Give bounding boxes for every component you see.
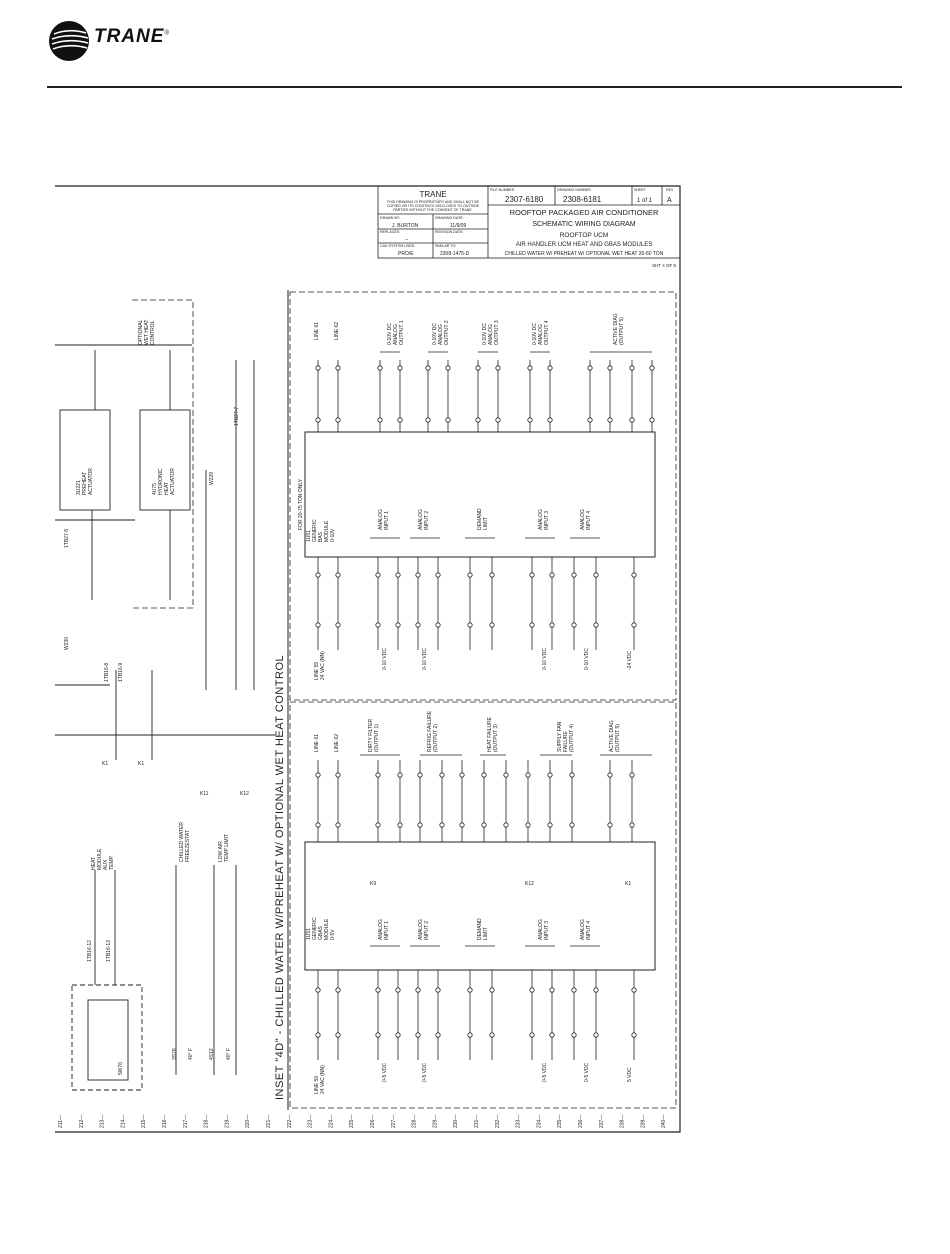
terminal-dot: [336, 366, 340, 370]
line-number: 239—: [640, 1114, 647, 1128]
terminal-dot: [436, 573, 440, 577]
terminal-dot: [632, 573, 636, 577]
tb-similar: 2308-1475-D: [440, 251, 470, 257]
svg-text:0-10 VDC: 0-10 VDC: [542, 648, 548, 670]
svg-text:INPUT 2: INPUT 2: [424, 920, 430, 940]
line-number: 223—: [307, 1114, 314, 1128]
terminal-dot: [572, 623, 576, 627]
terminal-dot: [594, 1033, 598, 1037]
terminal-dot: [490, 573, 494, 577]
terminal-dot: [436, 623, 440, 627]
svg-text:-24 VDC: -24 VDC: [627, 650, 633, 670]
line-number: 215—: [141, 1114, 148, 1128]
svg-text:0-10 VDC: 0-10 VDC: [422, 648, 428, 670]
tb-rev: A: [667, 197, 672, 204]
svg-text:ACTIVE DIAG: ACTIVE DIAG: [613, 313, 619, 345]
terminal-dot: [418, 823, 422, 827]
terminal-dot: [530, 1033, 534, 1037]
svg-text:K1: K1: [625, 881, 632, 887]
svg-text:1TB27-5: 1TB27-5: [64, 528, 70, 548]
brand-wordmark: TRANE®: [94, 26, 170, 47]
svg-text:LINE 61: LINE 61: [314, 321, 320, 340]
svg-text:GENERIC: GENERIC: [312, 519, 318, 542]
svg-text:24 VAC (NN): 24 VAC (NN): [320, 1065, 326, 1094]
terminal-dot: [570, 773, 574, 777]
left-components: [55, 345, 275, 1090]
terminal-dot: [440, 773, 444, 777]
left-component-labels: [64, 319, 631, 1075]
terminal-dot: [378, 418, 382, 422]
terminal-dot: [490, 988, 494, 992]
terminal-dot: [608, 366, 612, 370]
terminal-dot: [608, 773, 612, 777]
svg-text:(OUTPUT 4): (OUTPUT 4): [569, 724, 575, 752]
terminal-dot: [476, 366, 480, 370]
svg-text:ANALOG: ANALOG: [538, 324, 544, 345]
svg-text:K12: K12: [525, 881, 534, 887]
svg-text:(OUTPUT 5): (OUTPUT 5): [615, 724, 621, 752]
terminal-dot: [336, 1033, 340, 1037]
tb-drawn-by-label: DRAWN BY:: [380, 216, 401, 220]
line-number: 211—: [58, 1115, 64, 1128]
terminal-dot: [416, 988, 420, 992]
lower-module: [305, 842, 655, 970]
line-number: 233—: [515, 1114, 522, 1128]
line-number-column: [58, 1115, 667, 1128]
terminal-dot: [316, 623, 320, 627]
line-number: 240—: [661, 1114, 668, 1128]
svg-text:MODULE: MODULE: [324, 520, 330, 542]
lower-output-labels: [314, 710, 621, 752]
svg-text:ACTUATOR: ACTUATOR: [88, 467, 94, 495]
terminal-dot: [376, 988, 380, 992]
terminal-dot: [530, 573, 534, 577]
svg-text:0-10 VDC: 0-10 VDC: [584, 648, 590, 670]
svg-text:LINE 61: LINE 61: [314, 733, 320, 752]
terminal-dot: [416, 1033, 420, 1037]
terminal-dot: [376, 623, 380, 627]
svg-text:INPUT 3: INPUT 3: [544, 920, 550, 940]
svg-text:LIMIT: LIMIT: [483, 517, 489, 530]
tb-notice-2: COPIED OR ITS CONTENTS DISCLOSED TO OUTSIDE: [386, 204, 480, 208]
terminal-dot: [476, 418, 480, 422]
terminal-dot: [336, 823, 340, 827]
svg-text:INPUT 1: INPUT 1: [384, 920, 390, 940]
svg-text:ANALOG: ANALOG: [538, 509, 544, 530]
svg-text:OPTIONAL: OPTIONAL: [138, 319, 144, 345]
line-number: 212—: [78, 1114, 85, 1128]
svg-text:LINE 62: LINE 62: [334, 321, 340, 340]
lower-module-label: [306, 917, 336, 940]
svg-text:0-10V DC: 0-10V DC: [387, 323, 393, 345]
svg-text:(OUTPUT 5): (OUTPUT 5): [619, 317, 625, 345]
terminal-dot: [632, 988, 636, 992]
wiring-runs: [318, 352, 652, 1060]
svg-text:ANALOG: ANALOG: [580, 919, 586, 940]
terminal-dot: [436, 1033, 440, 1037]
svg-text:LINE 59: LINE 59: [314, 661, 320, 680]
terminal-dot: [570, 823, 574, 827]
terminal-dot: [398, 773, 402, 777]
svg-text:0-10V DC: 0-10V DC: [532, 323, 538, 345]
svg-text:AUX: AUX: [103, 859, 109, 870]
terminal-dot: [526, 773, 530, 777]
tb-drawn-by: J. BURTON: [392, 223, 419, 229]
svg-text:ANALOG: ANALOG: [538, 919, 544, 940]
svg-text:0-5 VDC: 0-5 VDC: [382, 1062, 388, 1082]
svg-text:INPUT 2: INPUT 2: [424, 510, 430, 530]
tb-replaces-label: REPLACES:: [380, 230, 401, 234]
terminal-dot: [426, 418, 430, 422]
svg-text:W230: W230: [64, 636, 70, 650]
svg-text:HEAT FAILURE: HEAT FAILURE: [487, 716, 493, 752]
svg-text:INPUT 4: INPUT 4: [586, 920, 592, 940]
terminal-dot: [550, 623, 554, 627]
terminal-dot: [316, 418, 320, 422]
line-number: 228—: [411, 1114, 418, 1128]
svg-text:HYDRONIC: HYDRONIC: [158, 468, 164, 495]
terminal-dot: [630, 823, 634, 827]
svg-text:CONTROL: CONTROL: [150, 320, 156, 345]
svg-text:REFRIG FAILURE: REFRIG FAILURE: [427, 710, 433, 752]
svg-text:1TB16-8: 1TB16-8: [104, 662, 110, 682]
terminal-dot: [468, 1033, 472, 1037]
svg-text:ANALOG: ANALOG: [580, 509, 586, 530]
line-number: 224—: [328, 1114, 335, 1128]
terminal-dot: [418, 773, 422, 777]
line-number: 218—: [203, 1114, 210, 1128]
terminal-dot: [572, 988, 576, 992]
tb-notice-1: THIS DRAWING IS PROPRIETARY AND SHALL NOT BE: [386, 200, 480, 204]
line-number: 219—: [224, 1114, 231, 1128]
tb-title-4: AIR HANDLER UCM HEAT AND GBAS MODULES: [515, 242, 653, 248]
svg-text:0-5 VDC: 0-5 VDC: [422, 1062, 428, 1082]
module-aux-box: [72, 985, 142, 1090]
terminal-dot: [316, 988, 320, 992]
line-number: 238—: [619, 1114, 626, 1128]
tb-cad: PRO/E: [398, 251, 414, 257]
svg-text:K9: K9: [370, 881, 377, 887]
terminal-dot: [528, 418, 532, 422]
terminal-dot: [378, 366, 382, 370]
terminal-dot: [426, 366, 430, 370]
tb-similar-label: SIMILAR TO:: [435, 244, 457, 248]
line-number: 227—: [390, 1114, 397, 1128]
terminal-dot: [496, 366, 500, 370]
terminal-dot: [436, 988, 440, 992]
terminal-dot: [316, 366, 320, 370]
line-number: 234—: [536, 1114, 543, 1128]
terminal-dot: [594, 623, 598, 627]
svg-text:3S78: 3S78: [172, 1048, 178, 1060]
terminal-dot: [468, 988, 472, 992]
terminal-dot: [548, 366, 552, 370]
svg-text:1TB16-13: 1TB16-13: [106, 940, 112, 962]
svg-text:1TB16-9: 1TB16-9: [118, 662, 124, 682]
tb-drawing-date: 11/9/09: [450, 223, 467, 229]
terminal-dot: [630, 418, 634, 422]
svg-text:0-10 VDC: 0-10 VDC: [382, 648, 388, 670]
terminal-dot: [530, 988, 534, 992]
svg-text:0-10V DC: 0-10V DC: [432, 323, 438, 345]
line-number: 214—: [120, 1114, 127, 1128]
svg-text:TEMP LIMIT: TEMP LIMIT: [224, 834, 230, 862]
svg-text:0-10V DC: 0-10V DC: [482, 323, 488, 345]
terminal-dot: [336, 623, 340, 627]
tb-drawing-date-label: DRAWING DATE:: [435, 216, 464, 220]
line-number: 221—: [266, 1114, 272, 1128]
terminal-dot: [550, 1033, 554, 1037]
terminal-dot: [376, 823, 380, 827]
terminal-dot: [594, 988, 598, 992]
line-number: 232—: [494, 1114, 501, 1128]
svg-text:ANALOG: ANALOG: [488, 324, 494, 345]
tb-sht: SHT 4 OF 5: [652, 263, 676, 268]
svg-text:SUPPLY FAN: SUPPLY FAN: [557, 721, 563, 752]
svg-text:ANALOG: ANALOG: [393, 324, 399, 345]
line-number: 230—: [453, 1114, 460, 1128]
svg-text:0-10V: 0-10V: [330, 528, 336, 542]
terminal-dot: [594, 573, 598, 577]
svg-text:0-5V: 0-5V: [330, 929, 336, 940]
terminal-dot: [526, 823, 530, 827]
terminal-dot: [650, 366, 654, 370]
svg-text:ACTUATOR: ACTUATOR: [170, 467, 176, 495]
terminal-dot: [548, 823, 552, 827]
terminal-dot: [468, 573, 472, 577]
svg-text:GBAS: GBAS: [318, 926, 324, 940]
svg-text:1TB27-7: 1TB27-7: [234, 406, 240, 426]
svg-text:ANALOG: ANALOG: [418, 919, 424, 940]
terminal-dot: [316, 573, 320, 577]
terminal-dot: [396, 1033, 400, 1037]
terminal-dot: [550, 988, 554, 992]
line-number: 229—: [432, 1114, 439, 1128]
svg-text:5W76: 5W76: [118, 1061, 124, 1075]
terminal-dot: [490, 1033, 494, 1037]
svg-text:DEMAND: DEMAND: [477, 918, 483, 940]
terminal-dot: [572, 573, 576, 577]
svg-text:DIRTY FILTER: DIRTY FILTER: [368, 718, 374, 752]
tb-file-label: FILE NUMBER: [490, 188, 515, 192]
svg-text:BAS: BAS: [318, 531, 324, 542]
svg-text:K1: K1: [138, 761, 145, 767]
svg-text:MODULE: MODULE: [324, 918, 330, 940]
terminal-dot: [416, 623, 420, 627]
inset-title: INSET "4D" - CHILLED WATER W/PREHEAT W/ OPTIONAL WET HEAT CONTROL: [274, 654, 286, 1100]
terminal-dot: [376, 1033, 380, 1037]
line-number: 220—: [245, 1114, 252, 1128]
svg-text:LINE 59: LINE 59: [314, 1075, 320, 1094]
svg-text:OUTPUT 1: OUTPUT 1: [399, 320, 405, 345]
terminal-dot: [632, 623, 636, 627]
tb-company: TRANE: [419, 190, 447, 199]
tb-drawing-label: DRAWING NUMBER: [557, 188, 591, 192]
svg-text:1U51: 1U51: [306, 928, 312, 940]
svg-text:OUTPUT 3: OUTPUT 3: [494, 320, 500, 345]
terminal-dot: [548, 418, 552, 422]
terminal-dot: [490, 623, 494, 627]
svg-text:ACTIVE DIAG: ACTIVE DIAG: [609, 720, 615, 752]
terminal-dot: [608, 823, 612, 827]
svg-text:PREHEAT: PREHEAT: [82, 471, 88, 495]
terminal-dot: [482, 823, 486, 827]
svg-text:ANALOG: ANALOG: [438, 324, 444, 345]
svg-text:0-5 VDC: 0-5 VDC: [542, 1062, 548, 1082]
svg-text:K12: K12: [240, 791, 249, 797]
svg-text:ANALOG: ANALOG: [418, 509, 424, 530]
svg-text:40° F: 40° F: [188, 1047, 194, 1060]
svg-text:4S12: 4S12: [209, 1048, 215, 1060]
svg-text:WET HEAT: WET HEAT: [144, 319, 150, 345]
svg-text:LINE 62: LINE 62: [334, 733, 340, 752]
terminal-dot: [398, 418, 402, 422]
svg-text:INPUT 1: INPUT 1: [384, 510, 390, 530]
terminal-dot: [572, 1033, 576, 1037]
svg-text:(OUTPUT 3): (OUTPUT 3): [493, 724, 499, 752]
svg-text:MODULE: MODULE: [97, 848, 103, 870]
svg-text:TEMP.: TEMP.: [109, 855, 115, 870]
line-number: 222—: [286, 1114, 293, 1128]
terminal-dot: [482, 773, 486, 777]
terminal-dot: [396, 573, 400, 577]
terminal-dot: [650, 418, 654, 422]
svg-text:5 VDC: 5 VDC: [627, 1067, 633, 1082]
svg-text:FREEZESTAT: FREEZESTAT: [185, 830, 191, 862]
terminal-dot: [608, 418, 612, 422]
terminal-dot: [440, 823, 444, 827]
terminal-dot: [550, 573, 554, 577]
tb-title-3: ROOFTOP UCM: [559, 232, 609, 239]
voltage-labels: [314, 648, 633, 1094]
svg-text:CHILLED WATER: CHILLED WATER: [179, 821, 185, 862]
svg-text:LOW AIR: LOW AIR: [218, 841, 224, 862]
for-tons-label: FOR 20-75 TON ONLY: [298, 478, 304, 530]
line-number: 225—: [349, 1114, 356, 1128]
terminal-dot: [398, 366, 402, 370]
line-number: 213—: [99, 1114, 106, 1128]
svg-text:0-5 VDC: 0-5 VDC: [584, 1062, 590, 1082]
terminal-dot: [588, 366, 592, 370]
line-number: 217—: [182, 1114, 189, 1128]
svg-text:1U51: 1U51: [306, 530, 312, 542]
terminal-dot: [504, 773, 508, 777]
svg-text:DEMAND: DEMAND: [477, 508, 483, 530]
tb-rev-label: REV: [666, 188, 674, 192]
line-number: 216—: [162, 1114, 168, 1128]
terminal-dot: [416, 573, 420, 577]
tb-replaces: --: [405, 237, 409, 243]
terminal-dot: [630, 366, 634, 370]
terminal-dot: [376, 773, 380, 777]
svg-text:ANALOG: ANALOG: [378, 919, 384, 940]
svg-text:INPUT 4: INPUT 4: [586, 510, 592, 530]
terminal-dot: [336, 988, 340, 992]
svg-text:3U221: 3U221: [76, 480, 82, 495]
svg-text:OUTPUT 2: OUTPUT 2: [444, 320, 450, 345]
svg-text:ANALOG: ANALOG: [378, 509, 384, 530]
terminal-dot: [468, 623, 472, 627]
line-number: 235—: [557, 1114, 564, 1128]
svg-text:4U75: 4U75: [152, 483, 158, 495]
terminal-dot: [396, 988, 400, 992]
line-number: 226—: [370, 1114, 376, 1128]
tb-notice-3: PARTIES WITHOUT THE CONSENT OF TRANE.: [393, 208, 473, 212]
svg-text:K1: K1: [102, 761, 109, 767]
terminal-dot: [316, 1033, 320, 1037]
terminal-dot: [446, 366, 450, 370]
terminal-dot: [460, 823, 464, 827]
svg-text:HEAT: HEAT: [91, 857, 97, 870]
tb-title-1: ROOFTOP PACKAGED AIR CONDITIONER: [509, 208, 659, 217]
tb-file: 2307-6180: [505, 195, 544, 204]
terminal-dot: [588, 418, 592, 422]
svg-text:HEAT: HEAT: [164, 482, 170, 495]
terminal-dot: [630, 773, 634, 777]
tb-drawing: 2308-6181: [563, 195, 602, 204]
terminal-dot: [446, 418, 450, 422]
tb-title-5: CHILLED WATER W/ PREHEAT W/ OPTIONAL WET HEAT 20-60 TON: [504, 251, 664, 257]
tb-sheet-label: SHEET: [634, 188, 646, 192]
terminal-dot: [496, 418, 500, 422]
terminal-dot: [548, 773, 552, 777]
terminal-dot: [336, 573, 340, 577]
svg-text:GENERIC: GENERIC: [312, 917, 318, 940]
svg-text:(OUTPUT 2): (OUTPUT 2): [433, 724, 439, 752]
tb-title-2: SCHEMATIC WIRING DIAGRAM: [532, 221, 636, 228]
line-number: 236—: [578, 1114, 584, 1128]
terminal-dot: [396, 623, 400, 627]
terminal-dot: [336, 773, 340, 777]
line-number: 231—: [474, 1114, 480, 1128]
terminal-dot: [398, 823, 402, 827]
svg-text:24 VAC (NN): 24 VAC (NN): [320, 651, 326, 680]
terminal-dot: [316, 773, 320, 777]
svg-text:LIMIT: LIMIT: [483, 927, 489, 940]
tb-sheet: 1 of 1: [637, 198, 653, 204]
upper-output-labels: [314, 313, 625, 345]
svg-text:INPUT 3: INPUT 3: [544, 510, 550, 530]
terminal-dot: [528, 366, 532, 370]
svg-text:FAILURE: FAILURE: [563, 731, 569, 752]
terminal-dot: [336, 418, 340, 422]
lower-input-labels: [378, 918, 592, 940]
terminal-dot: [530, 623, 534, 627]
tb-revision-label: REVISION DATE:: [435, 230, 464, 234]
svg-text:W229: W229: [209, 471, 215, 485]
upper-input-labels: [378, 508, 592, 530]
tb-cad-label: CAD SYSTEM USED:: [380, 244, 416, 248]
terminal-dot: [504, 823, 508, 827]
terminal-dot: [632, 1033, 636, 1037]
line-number: 237—: [598, 1114, 605, 1128]
terminal-dot: [376, 573, 380, 577]
terminal-dot: [316, 823, 320, 827]
svg-text:1TB16-12: 1TB16-12: [87, 940, 93, 962]
svg-text:40° F: 40° F: [226, 1047, 232, 1060]
svg-text:K11: K11: [200, 791, 209, 797]
svg-text:(OUTPUT 1): (OUTPUT 1): [374, 724, 380, 752]
svg-text:OUTPUT 4: OUTPUT 4: [544, 320, 550, 345]
upper-module-label: [298, 478, 336, 542]
terminal-dot: [460, 773, 464, 777]
